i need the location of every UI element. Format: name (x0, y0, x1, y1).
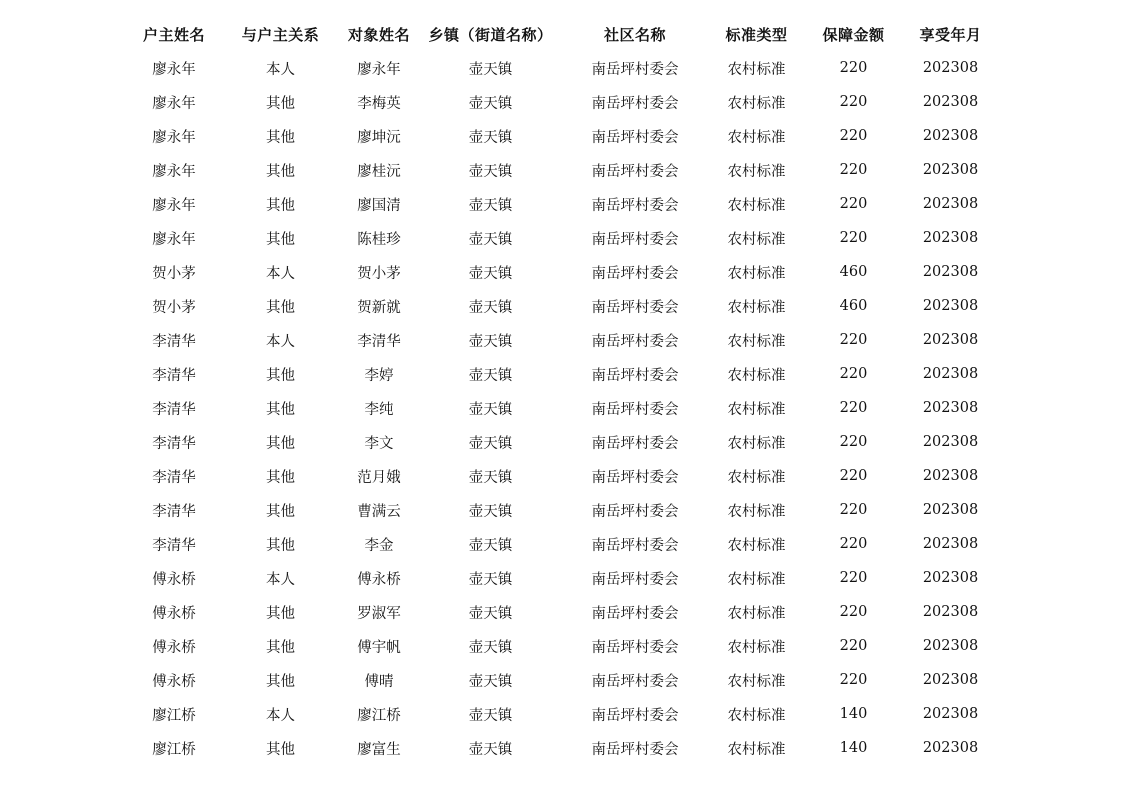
recipient-name-cell: 曹满云 (357, 503, 401, 520)
standard-type-cell: 农村标准 (727, 95, 786, 112)
community-cell: 南岳坪村委会 (591, 299, 679, 316)
amount-cell: 140 (839, 706, 868, 722)
community-cell: 南岳坪村委会 (591, 231, 679, 248)
householder-name-cell: 廖永年 (152, 231, 196, 248)
amount-cell: 460 (839, 298, 868, 314)
township-cell: 壶天镇 (468, 163, 513, 180)
month-cell: 202308 (922, 196, 979, 212)
relationship-cell: 本人 (266, 707, 295, 724)
recipient-name-cell: 廖桂沅 (357, 163, 401, 180)
community-cell: 南岳坪村委会 (591, 129, 679, 146)
relationship-cell: 其他 (266, 163, 295, 180)
month-cell: 202308 (922, 128, 979, 144)
recipient-name-cell: 贺小茅 (357, 265, 401, 282)
table-row (126, 119, 999, 153)
table-row (126, 51, 999, 85)
table-row (126, 561, 999, 595)
month-cell: 202308 (922, 60, 979, 76)
table-body (126, 51, 999, 765)
month-cell: 202308 (922, 672, 979, 688)
community-cell: 南岳坪村委会 (591, 61, 679, 78)
standard-type-cell: 农村标准 (727, 639, 786, 656)
standard-type-cell: 农村标准 (727, 299, 786, 316)
township-cell: 壶天镇 (468, 537, 513, 554)
community-cell: 南岳坪村委会 (591, 95, 679, 112)
relationship-cell: 其他 (266, 197, 295, 214)
standard-type-cell: 农村标准 (727, 537, 786, 554)
relationship-cell: 其他 (266, 367, 295, 384)
month-cell: 202308 (922, 298, 979, 314)
householder-name-cell: 李清华 (152, 367, 196, 384)
recipient-name-cell: 廖国清 (357, 197, 401, 214)
township-cell: 壶天镇 (468, 741, 513, 758)
table-row (126, 459, 999, 493)
community-cell: 南岳坪村委会 (591, 605, 679, 622)
standard-type-cell: 农村标准 (727, 605, 786, 622)
township-cell: 壶天镇 (468, 673, 513, 690)
standard-type-cell: 农村标准 (727, 231, 786, 248)
amount-cell: 220 (839, 502, 868, 518)
month-cell: 202308 (922, 502, 979, 518)
township-cell: 壶天镇 (468, 639, 513, 656)
recipient-name-cell: 李金 (364, 537, 394, 554)
amount-cell: 220 (839, 366, 868, 382)
table-row (126, 255, 999, 289)
relationship-cell: 其他 (266, 605, 295, 622)
month-cell: 202308 (922, 94, 979, 110)
recipient-name-cell: 廖富生 (357, 741, 401, 758)
amount-cell: 220 (839, 434, 868, 450)
table-row (126, 85, 999, 119)
table-row (126, 357, 999, 391)
relationship-cell: 其他 (266, 129, 295, 146)
amount-cell: 460 (839, 264, 868, 280)
community-cell: 南岳坪村委会 (591, 333, 679, 350)
table-row (126, 153, 999, 187)
table-row (126, 697, 999, 731)
community-cell: 南岳坪村委会 (591, 265, 679, 282)
month-cell: 202308 (922, 604, 979, 620)
householder-name-cell: 李清华 (152, 333, 196, 350)
householder-name-cell: 廖永年 (152, 129, 196, 146)
recipient-name-cell: 李清华 (357, 333, 401, 350)
table-row (126, 187, 999, 221)
relationship-cell: 其他 (266, 299, 295, 316)
householder-name-cell: 廖永年 (152, 197, 196, 214)
standard-type-cell: 农村标准 (727, 61, 786, 78)
community-cell: 南岳坪村委会 (591, 367, 679, 384)
recipient-name-cell: 李纯 (364, 401, 394, 418)
relationship-cell: 本人 (266, 333, 295, 350)
relationship-cell: 本人 (266, 61, 295, 78)
township-cell: 壶天镇 (468, 571, 513, 588)
householder-name-cell: 李清华 (152, 401, 196, 418)
householder-name-cell: 廖永年 (152, 163, 196, 180)
relationship-cell: 其他 (266, 231, 295, 248)
community-cell: 南岳坪村委会 (591, 503, 679, 520)
township-cell: 壶天镇 (468, 265, 513, 282)
header-recipient-name: 对象姓名 (347, 25, 410, 44)
amount-cell: 220 (839, 94, 868, 110)
relationship-cell: 其他 (266, 673, 295, 690)
relationship-cell: 其他 (266, 435, 295, 452)
standard-type-cell: 农村标准 (727, 163, 786, 180)
month-cell: 202308 (922, 468, 979, 484)
standard-type-cell: 农村标准 (727, 673, 786, 690)
community-cell: 南岳坪村委会 (591, 469, 679, 486)
month-cell: 202308 (922, 366, 979, 382)
header-relationship: 与户主关系 (241, 25, 320, 44)
township-cell: 壶天镇 (468, 469, 513, 486)
standard-type-cell: 农村标准 (727, 469, 786, 486)
relationship-cell: 其他 (266, 401, 295, 418)
community-cell: 南岳坪村委会 (591, 673, 679, 690)
standard-type-cell: 农村标准 (727, 401, 786, 418)
township-cell: 壶天镇 (468, 503, 513, 520)
householder-name-cell: 廖江桥 (152, 741, 196, 758)
header-month: 享受年月 (919, 25, 982, 44)
standard-type-cell: 农村标准 (727, 571, 786, 588)
amount-cell: 220 (839, 400, 868, 416)
householder-name-cell: 李清华 (152, 435, 196, 452)
recipient-name-cell: 范月娥 (357, 469, 401, 486)
table-row (126, 391, 999, 425)
recipient-name-cell: 傅晴 (364, 673, 394, 690)
community-cell: 南岳坪村委会 (591, 639, 679, 656)
table-header-row (126, 17, 999, 51)
month-cell: 202308 (922, 570, 979, 586)
relationship-cell: 其他 (266, 639, 295, 656)
recipient-name-cell: 傅宇帆 (357, 639, 401, 656)
standard-type-cell: 农村标准 (727, 367, 786, 384)
standard-type-cell: 农村标准 (727, 503, 786, 520)
community-cell: 南岳坪村委会 (591, 571, 679, 588)
township-cell: 壶天镇 (468, 299, 513, 316)
header-amount: 保障金额 (822, 25, 885, 44)
relationship-cell: 其他 (266, 95, 295, 112)
month-cell: 202308 (922, 264, 979, 280)
month-cell: 202308 (922, 230, 979, 246)
standard-type-cell: 农村标准 (727, 333, 786, 350)
householder-name-cell: 李清华 (152, 503, 196, 520)
township-cell: 壶天镇 (468, 367, 513, 384)
recipient-name-cell: 贺新就 (357, 299, 401, 316)
community-cell: 南岳坪村委会 (591, 741, 679, 758)
relationship-cell: 其他 (266, 503, 295, 520)
header-standard-type: 标准类型 (725, 25, 788, 44)
recipient-name-cell: 罗淑军 (357, 605, 401, 622)
amount-cell: 220 (839, 468, 868, 484)
recipient-name-cell: 李文 (364, 435, 394, 452)
township-cell: 壶天镇 (468, 707, 513, 724)
month-cell: 202308 (922, 706, 979, 722)
amount-cell: 220 (839, 332, 868, 348)
householder-name-cell: 傅永桥 (152, 639, 196, 656)
relationship-cell: 其他 (266, 469, 295, 486)
amount-cell: 140 (839, 740, 868, 756)
community-cell: 南岳坪村委会 (591, 707, 679, 724)
amount-cell: 220 (839, 60, 868, 76)
month-cell: 202308 (922, 400, 979, 416)
standard-type-cell: 农村标准 (727, 435, 786, 452)
table-row (126, 731, 999, 765)
township-cell: 壶天镇 (468, 435, 513, 452)
relationship-cell: 其他 (266, 741, 295, 758)
township-cell: 壶天镇 (468, 197, 513, 214)
relationship-cell: 其他 (266, 537, 295, 554)
table-row (126, 221, 999, 255)
community-cell: 南岳坪村委会 (591, 537, 679, 554)
recipient-name-cell: 廖江桥 (357, 707, 401, 724)
table-row (126, 323, 999, 357)
householder-name-cell: 廖永年 (152, 95, 196, 112)
amount-cell: 220 (839, 536, 868, 552)
amount-cell: 220 (839, 196, 868, 212)
recipient-name-cell: 李梅英 (357, 95, 401, 112)
township-cell: 壶天镇 (468, 95, 513, 112)
recipient-name-cell: 廖坤沅 (357, 129, 401, 146)
month-cell: 202308 (922, 740, 979, 756)
amount-cell: 220 (839, 162, 868, 178)
header-community: 社区名称 (603, 25, 666, 44)
table-row (126, 629, 999, 663)
community-cell: 南岳坪村委会 (591, 163, 679, 180)
table-row (126, 425, 999, 459)
township-cell: 壶天镇 (468, 61, 513, 78)
standard-type-cell: 农村标准 (727, 707, 786, 724)
amount-cell: 220 (839, 638, 868, 654)
amount-cell: 220 (839, 604, 868, 620)
standard-type-cell: 农村标准 (727, 265, 786, 282)
beneficiary-table (126, 17, 999, 765)
month-cell: 202308 (922, 536, 979, 552)
householder-name-cell: 傅永桥 (152, 605, 196, 622)
householder-name-cell: 贺小茅 (152, 299, 196, 316)
township-cell: 壶天镇 (468, 401, 513, 418)
community-cell: 南岳坪村委会 (591, 197, 679, 214)
header-township: 乡镇（街道名称） (428, 25, 553, 44)
recipient-name-cell: 傅永桥 (357, 571, 401, 588)
amount-cell: 220 (839, 570, 868, 586)
standard-type-cell: 农村标准 (727, 197, 786, 214)
relationship-cell: 本人 (266, 571, 295, 588)
table-row (126, 595, 999, 629)
township-cell: 壶天镇 (468, 129, 513, 146)
householder-name-cell: 傅永桥 (152, 673, 196, 690)
table-row (126, 493, 999, 527)
month-cell: 202308 (922, 332, 979, 348)
householder-name-cell: 贺小茅 (152, 265, 196, 282)
relationship-cell: 本人 (266, 265, 295, 282)
amount-cell: 220 (839, 230, 868, 246)
month-cell: 202308 (922, 162, 979, 178)
month-cell: 202308 (922, 638, 979, 654)
township-cell: 壶天镇 (468, 605, 513, 622)
recipient-name-cell: 陈桂珍 (357, 231, 401, 248)
township-cell: 壶天镇 (468, 231, 513, 248)
householder-name-cell: 廖江桥 (152, 707, 196, 724)
township-cell: 壶天镇 (468, 333, 513, 350)
header-householder-name: 户主姓名 (142, 25, 205, 44)
community-cell: 南岳坪村委会 (591, 435, 679, 452)
householder-name-cell: 李清华 (152, 537, 196, 554)
table-row (126, 527, 999, 561)
recipient-name-cell: 李婷 (364, 367, 394, 384)
householder-name-cell: 傅永桥 (152, 571, 196, 588)
standard-type-cell: 农村标准 (727, 129, 786, 146)
community-cell: 南岳坪村委会 (591, 401, 679, 418)
month-cell: 202308 (922, 434, 979, 450)
table-row (126, 663, 999, 697)
householder-name-cell: 李清华 (152, 469, 196, 486)
householder-name-cell: 廖永年 (152, 61, 196, 78)
amount-cell: 220 (839, 672, 868, 688)
standard-type-cell: 农村标准 (727, 741, 786, 758)
recipient-name-cell: 廖永年 (357, 61, 401, 78)
amount-cell: 220 (839, 128, 868, 144)
table-row (126, 289, 999, 323)
